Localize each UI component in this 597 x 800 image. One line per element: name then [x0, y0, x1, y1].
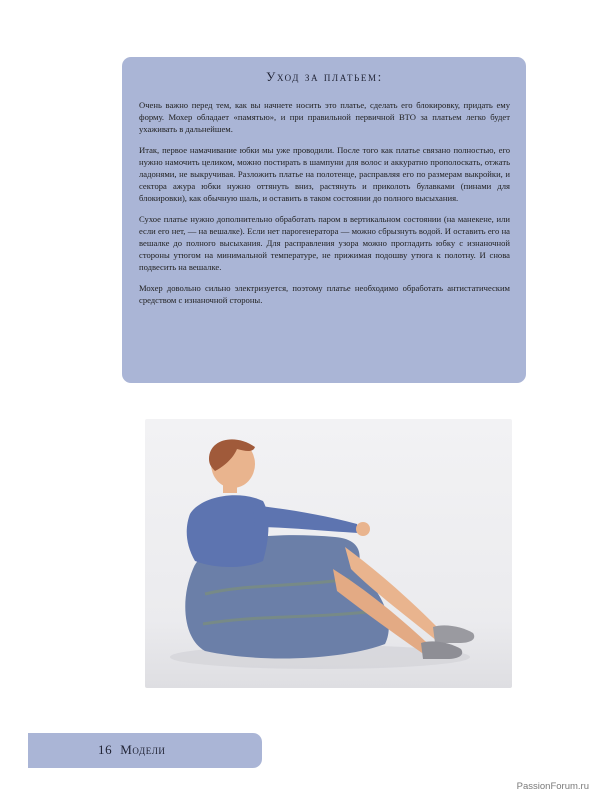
seated-woman-illustration	[145, 419, 512, 688]
watermark: PassionForum.ru	[516, 781, 589, 792]
page-footer	[98, 742, 166, 758]
section-name: Модели	[120, 742, 166, 757]
page-number: 16	[98, 742, 113, 757]
care-paragraph-2: Итак, первое намачивание юбки мы уже проводили. После того как платье связано полностью, его нужно намочить целиком, можно постирать в шампуни для волос и аккуратно прополоскать, отжать ладонями, не выкручивая. Разложить платье на полотенце, расправляя его по размерам выкройки, и сектора ажура юбки нужно оттянуть вниз, растянуть и приколоть булавками (пинами для блокировки), как обычную шаль, и оставить в таком состоянии до полного высыхания.	[139, 144, 510, 204]
care-paragraph-3: Сухое платье нужно дополнительно обработать паром в вертикальном состоянии (на манекене, или если его нет, — на вешалке). Если нет парогенератора — можно сбрызнуть водой. И оставить его на вешалке до полного высыхания. Для расправления узора можно прогладить юбку с изнаночной стороны утюгом на минимальной температуре, не прижимая подошву утюга к полотну. И снова подвесить на вешалке.	[139, 213, 510, 273]
shoe-left-icon	[421, 641, 462, 659]
shoe-right-icon	[433, 625, 474, 643]
hand	[356, 522, 370, 536]
sleeve	[253, 505, 359, 533]
care-title: Уход за платьем:	[266, 69, 383, 84]
care-paragraph-1: Очень важно перед тем, как вы начнете носить это платье, сделать его блокировку, придать ему форму. Мохер обладает «памятью», и при правильной первичной ВТО за платьем легко будет ухаживать в дальнейшем.	[139, 100, 510, 135]
model-photo	[145, 419, 512, 688]
care-paragraph-4: Мохер довольно сильно электризуется, поэтому платье необходимо обработать антистатическим средством с изнаночной стороны.	[139, 282, 510, 305]
care-instructions-box	[122, 57, 526, 383]
